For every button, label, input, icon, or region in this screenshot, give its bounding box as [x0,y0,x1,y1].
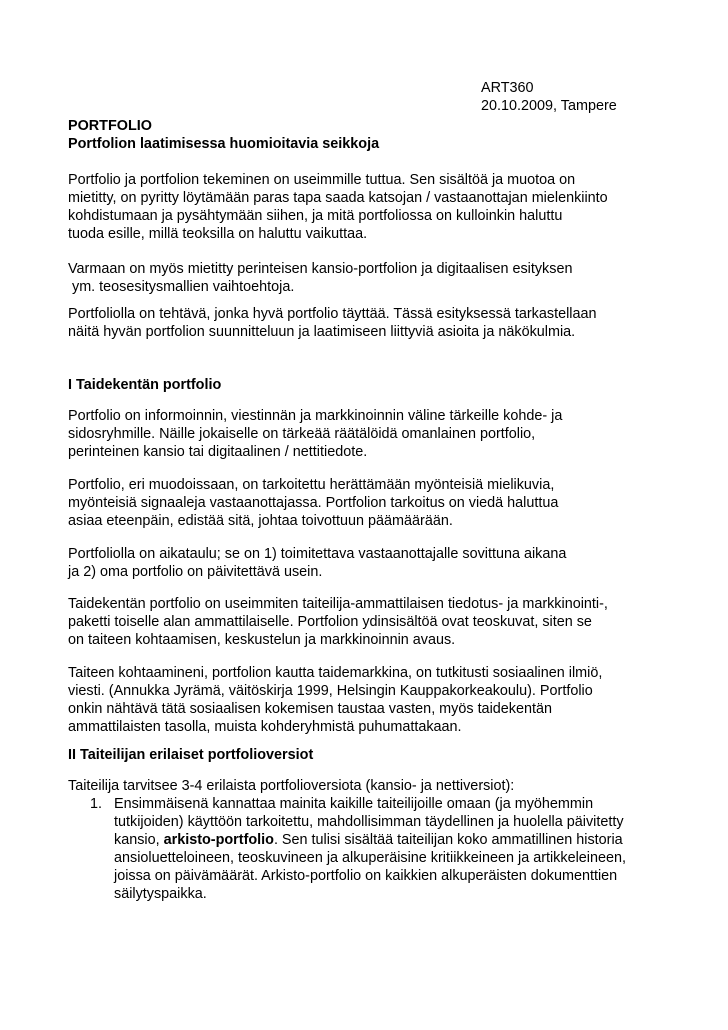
intro-paragraph-2 [68,260,668,296]
text-line: joissa on päivämäärät. Arkisto-portfolio on kaikkien alkuperäisten dokumenttien [114,868,618,884]
text-line: perinteinen kansio tai digitaalinen / nettitiedote. [68,444,368,460]
heading-text: II Taiteilijan erilaiset portfolioversiot [68,747,314,763]
title: PORTFOLIO [68,118,152,134]
list-item [68,795,668,905]
text-line: ansioluetteloineen, teoskuvineen ja alkuperäisine kritiikkeineen ja artikkeleineen, [114,850,626,866]
text-line: tutkijoiden) käyttöön tarkoitettu, mahdollisimman täydellinen ja huolella päivitetty [114,814,624,830]
text-line: Portfoliolla on tehtävä, jonka hyvä portfolio täyttää. Tässä esityksessä tarkastellaan [68,306,597,322]
date-place: 20.10.2009, Tampere [481,98,617,114]
section-1-paragraph-2 [68,476,668,530]
section-1-heading [68,376,668,394]
text-line: Portfolio on informoinnin, viestinnän ja markkinoinnin väline tärkeille kohde- ja [68,408,563,424]
text-line: näitä hyvän portfolion suunnitteluun ja laatimiseen liittyviä asioita ja näkökulmia. [68,324,576,340]
text-line [114,831,674,849]
section-1-paragraph-4 [68,595,668,649]
text-line: asiaa eteenpäin, edistää sitä, johtaa toivottuun päämäärään. [68,513,453,529]
document-title [68,117,668,153]
section-2-intro [68,777,668,795]
text-line: säilytyspaikka. [114,886,207,902]
text-line: ammattilaisten tasolla, muista kohderyhmistä puhumattakaan. [68,719,462,735]
text-line: Taiteen kohtaamineni, portfolion kautta taidemarkkina, on tutkitusti sosiaalinen ilmiö, [68,665,603,681]
text-line: ja 2) oma portfolio on päivitettävä usein. [68,564,323,580]
text-line: Portfoliolla on aikataulu; se on 1) toimitettava vastaanottajalle sovittuna aikana [68,546,567,562]
text-line: Taidekentän portfolio on useimmiten taiteilija-ammattilaisen tiedotus- ja markkinointi-, [68,596,608,612]
emphasis-term: arkisto-portfolio [163,832,274,848]
section-1-paragraph-1 [68,407,668,461]
heading-text: I Taidekentän portfolio [68,377,222,393]
text-line: on taiteen kohtaamisen, keskustelun ja markkinoinnin avaus. [68,632,456,648]
text-segment: . Sen tulisi sisältää taiteilijan koko ammatillinen historia [273,832,623,848]
course-code: ART360 [481,80,534,96]
subtitle: Portfolion laatimisessa huomioitavia seikkoja [68,136,380,152]
text-line: Varmaan on myös mietitty perinteisen kansio-portfolion ja digitaalisen esityksen [68,261,573,277]
list-item-body [114,795,674,903]
text-line: Ensimmäisenä kannattaa mainita kaikille taiteilijoille omaan (ja myöhemmin [114,796,594,812]
section-1-paragraph-5 [68,664,668,736]
section-2-heading [68,746,668,764]
text-line: sidosryhmille. Näille jokaiselle on tärkeää räätälöidä omanlainen portfolio, [68,426,536,442]
text-line: kohdistumaan ja pysähtymään siihen, ja mitä portfoliossa on kulloinkin haluttu [68,208,563,224]
text-line: viesti. (Annukka Jyrämä, väitöskirja 1999, Helsingin Kauppakorkeakoulu). Portfolio [68,683,593,699]
text-line: Taiteilija tarvitsee 3-4 erilaista portfolioversiota (kansio- ja nettiversiot): [68,778,515,794]
text-line: myönteisiä signaaleja vastaanottajassa. Portfolion tarkoitus on viedä haluttua [68,495,559,511]
intro-paragraph-1 [68,171,668,243]
text-line: mietitty, on pyritty löytämään paras tapa saada katsojan / vastaanottajan mielenkiinto [68,190,608,206]
text-line: Portfolio, eri muodoissaan, on tarkoitettu herättämään myönteisiä mielikuvia, [68,477,555,493]
intro-paragraph-3 [68,305,668,341]
text-segment: kansio, [114,832,164,848]
text-line: tuoda esille, millä teoksilla on haluttu vaikuttaa. [68,226,368,242]
text-line: onkin nähtävä tätä sosiaalisen kokemisen taustaa vasten, myös taidekentän [68,701,552,717]
text-line: ym. teosesitysmallien vaihtoehtoja. [68,279,295,295]
text-line: Portfolio ja portfolion tekeminen on useimmille tuttua. Sen sisältöä ja muotoa on [68,172,576,188]
list-number: 1. [90,796,103,812]
text-line: paketti toiselle alan ammattilaiselle. Portfolion ydinsisältöä ovat teoskuvat, siten se [68,614,592,630]
section-1-paragraph-3 [68,545,668,581]
document-reference [481,79,617,115]
